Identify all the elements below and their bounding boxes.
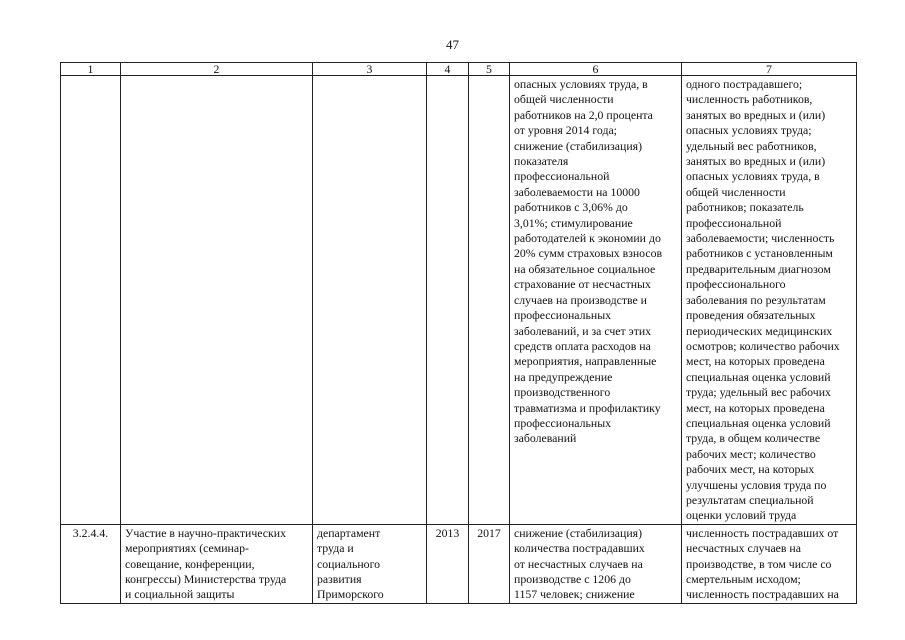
column-header-1: 1 xyxy=(61,63,121,76)
table-cell-number xyxy=(61,76,121,525)
table-cell-measure xyxy=(121,76,313,525)
column-header-2: 2 xyxy=(121,63,313,76)
table-cell-indicators: одного пострадавшего; численность работников, занятых во вредных и (или) опасных условиях труда; удельный вес работников, занятых во вредных и (или) опасных условиях труда, в общей численности работников; показатель профессиональной заболеваемости; численность работников с установленным предварительным диагнозом профессионального заболевания по результатам проведения обязательных периодических медицинских осмотров; количество рабочих мест, на которых проведена специальная оценка условий труда; удельный вес рабочих мест, на которых проведена специальная оценка условий труда, в общем количестве рабочих мест; количество рабочих мест, на которых улучшены условия труда по результатам специальной оценки условий труда xyxy=(682,76,857,525)
column-header-5: 5 xyxy=(469,63,510,76)
table-cell-executor xyxy=(313,76,427,525)
table-cell-expected-result: снижение (стабилизация) количества пострадавших от несчастных случаев на производстве с 1206 до 1157 человек; снижение xyxy=(510,524,682,603)
column-header-3: 3 xyxy=(313,63,427,76)
table-cell-expected-result: опасных условиях труда, в общей численности работников на 2,0 процента от уровня 2014 года; снижение (стабилизация) показателя профессиональной заболеваемости на 10000 работников с 3,06% до 3,01%; стимулирование работодателей к экономии до 20% сумм страховых взносов на обязательное социальное страхование от несчастных случаев на производстве и профессиональных заболеваний, и за счет этих средств оплата расходов на мероприятия, направленные на предупреждение производственного травматизма и профилактику профессиональных заболеваний xyxy=(510,76,682,525)
table-cell-measure: Участие в научно-практических мероприятиях (семинар- совещание, конференции, конгрессы) Министерства труда и социальной защиты xyxy=(121,524,313,603)
table-row-3244 xyxy=(61,524,857,603)
table-cell-start-year xyxy=(427,76,469,525)
table-cell-number: 3.2.4.4. xyxy=(61,524,121,603)
column-header-7: 7 xyxy=(682,63,857,76)
column-number-row xyxy=(61,63,857,76)
column-header-4: 4 xyxy=(427,63,469,76)
table-cell-start-year: 2013 xyxy=(427,524,469,603)
table-cell-end-year: 2017 xyxy=(469,524,510,603)
table-cell-executor: департамент труда и социального развития Приморского xyxy=(313,524,427,603)
measures-table xyxy=(60,62,857,604)
page-number: 47 xyxy=(446,37,459,52)
table-cell-end-year xyxy=(469,76,510,525)
table-row-continued xyxy=(61,76,857,525)
table-cell-indicators: численность пострадавших от несчастных случаев на производстве, в том числе со смертельным исходом; численность пострадавших на xyxy=(682,524,857,603)
column-header-6: 6 xyxy=(510,63,682,76)
